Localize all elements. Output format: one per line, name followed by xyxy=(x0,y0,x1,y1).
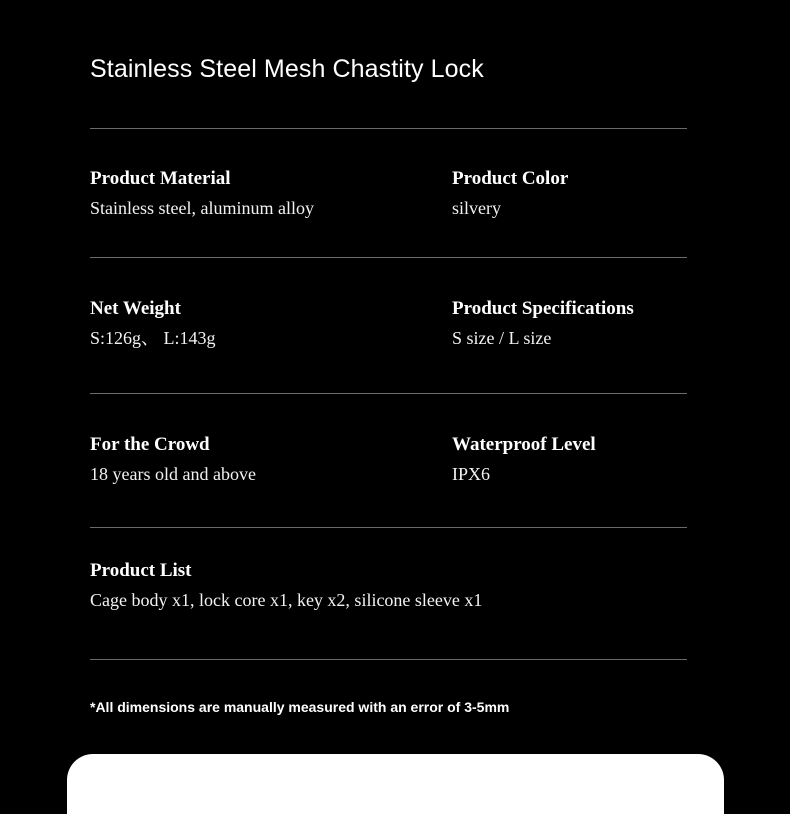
spec-value: Cage body x1, lock core x1, key x2, silicone sleeve x1 xyxy=(90,590,483,610)
bottom-card xyxy=(67,754,724,814)
spec-label: Product Specifications xyxy=(452,298,634,319)
spec-value: silvery xyxy=(452,198,501,218)
spec-label: Product List xyxy=(90,560,192,581)
spec-value: Stainless steel, aluminum alloy xyxy=(90,198,314,218)
spec-value: S size / L size xyxy=(452,328,552,348)
divider xyxy=(90,393,687,394)
spec-waterproof-level xyxy=(452,434,596,485)
divider xyxy=(90,257,687,258)
spec-product-material xyxy=(90,168,314,219)
spec-product-specifications xyxy=(452,298,634,349)
spec-label: Product Material xyxy=(90,168,231,189)
spec-net-weight xyxy=(90,298,216,349)
measurement-footnote: *All dimensions are manually measured with an error of 3-5mm xyxy=(90,699,510,715)
spec-value: 18 years old and above xyxy=(90,464,256,484)
spec-label: Product Color xyxy=(452,168,569,189)
spec-label: For the Crowd xyxy=(90,434,210,455)
divider xyxy=(90,527,687,528)
spec-for-the-crowd xyxy=(90,434,256,485)
divider xyxy=(90,128,687,129)
divider xyxy=(90,659,687,660)
page-title: Stainless Steel Mesh Chastity Lock xyxy=(90,55,484,83)
spec-product-list xyxy=(90,560,482,611)
spec-value: IPX6 xyxy=(452,464,491,484)
spec-value: S:126g、 L:143g xyxy=(90,328,216,348)
spec-label: Waterproof Level xyxy=(452,434,596,455)
spec-product-color xyxy=(452,168,568,219)
spec-label: Net Weight xyxy=(90,298,181,319)
